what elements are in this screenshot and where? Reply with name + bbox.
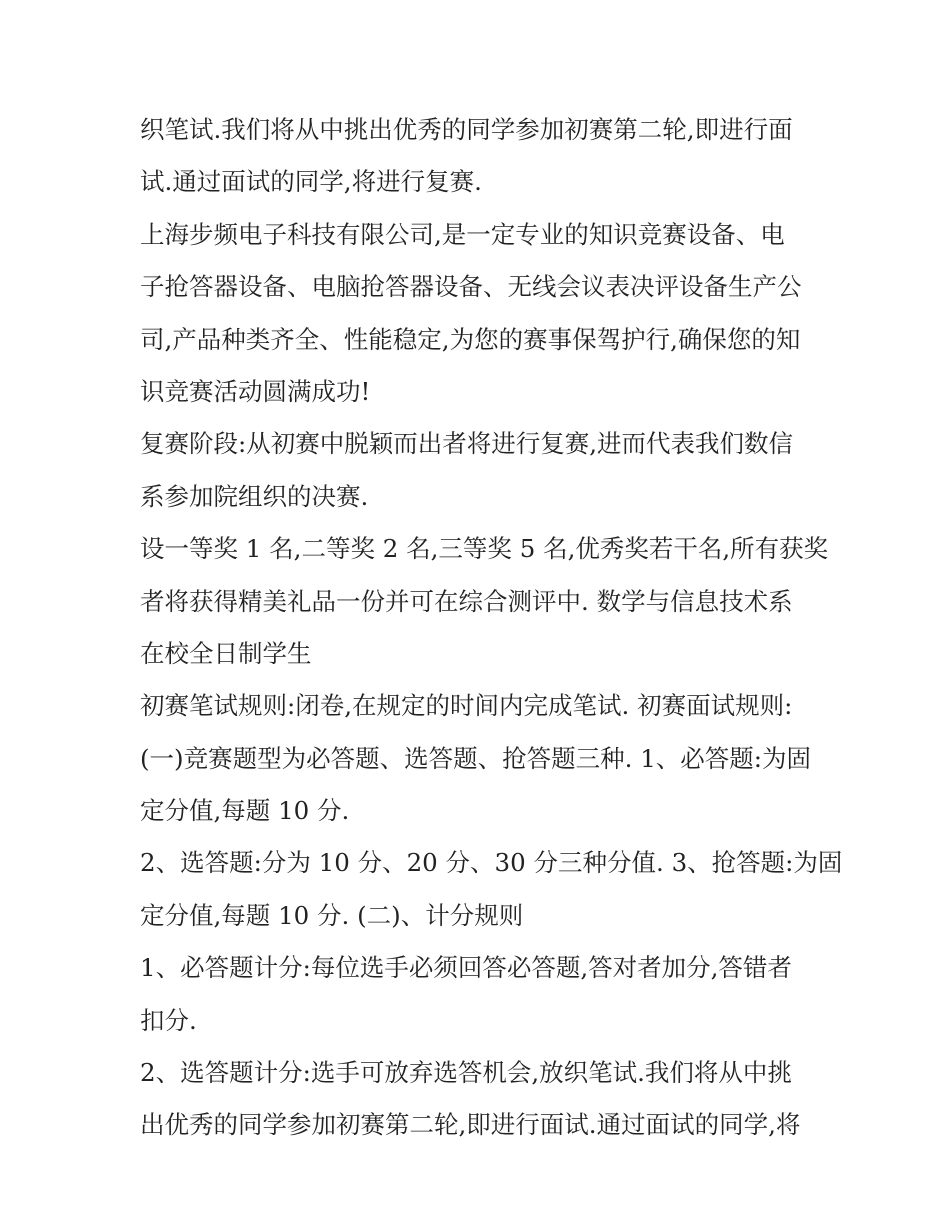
text-line: 司,产品种类齐全、性能稳定,为您的赛事保驾护行,确保您的知 [140,324,801,354]
text-line: 1、必答题计分:每位选手必须回答必答题,答对者加分,答错者 [140,953,792,983]
text-line: 2、选答题计分:选手可放弃选答机会,放织笔试.我们将从中挑 [140,1058,792,1088]
text-line: 试.通过面试的同学,将进行复赛. [140,167,482,197]
text-line: 子抢答器设备、电脑抢答器设备、无线会议表决评设备生产公 [140,272,802,302]
text-line: 在校全日制学生 [140,638,312,668]
text-line: 出优秀的同学参加初赛第二轮,即进行面试.通过面试的同学,将 [140,1110,801,1140]
text-line: 定分值,每题 10 分. (二)、计分规则 [140,900,524,930]
text-line: 初赛笔试规则:闭卷,在规定的时间内完成笔试. 初赛面试规则: [140,691,793,721]
text-line: 复赛阶段:从初赛中脱颖而出者将进行复赛,进而代表我们数信 [140,429,794,459]
text-line: (一)竞赛题型为必答题、选答题、抢答题三种. 1、必答题:为固 [140,743,812,773]
text-line: 设一等奖 1 名,二等奖 2 名,三等奖 5 名,优秀奖若干名,所有获奖 [140,534,829,564]
document-body [140,104,843,1152]
text-line: 识竞赛活动圆满成功! [140,376,371,406]
text-line: 扣分. [140,1005,197,1035]
text-line: 上海步频电子科技有限公司,是一定专业的知识竞赛设备、电 [140,219,785,249]
text-line: 者将获得精美礼品一份并可在综合测评中. 数学与信息技术系 [140,586,793,616]
text-line: 系参加院组织的决赛. [140,481,369,511]
text-line: 定分值,每题 10 分. [140,796,350,826]
text-line: 2、选答题:分为 10 分、20 分、30 分三种分值. 3、抢答题:为固 [140,848,843,878]
text-line: 织笔试.我们将从中挑出优秀的同学参加初赛第二轮,即进行面 [140,115,793,144]
